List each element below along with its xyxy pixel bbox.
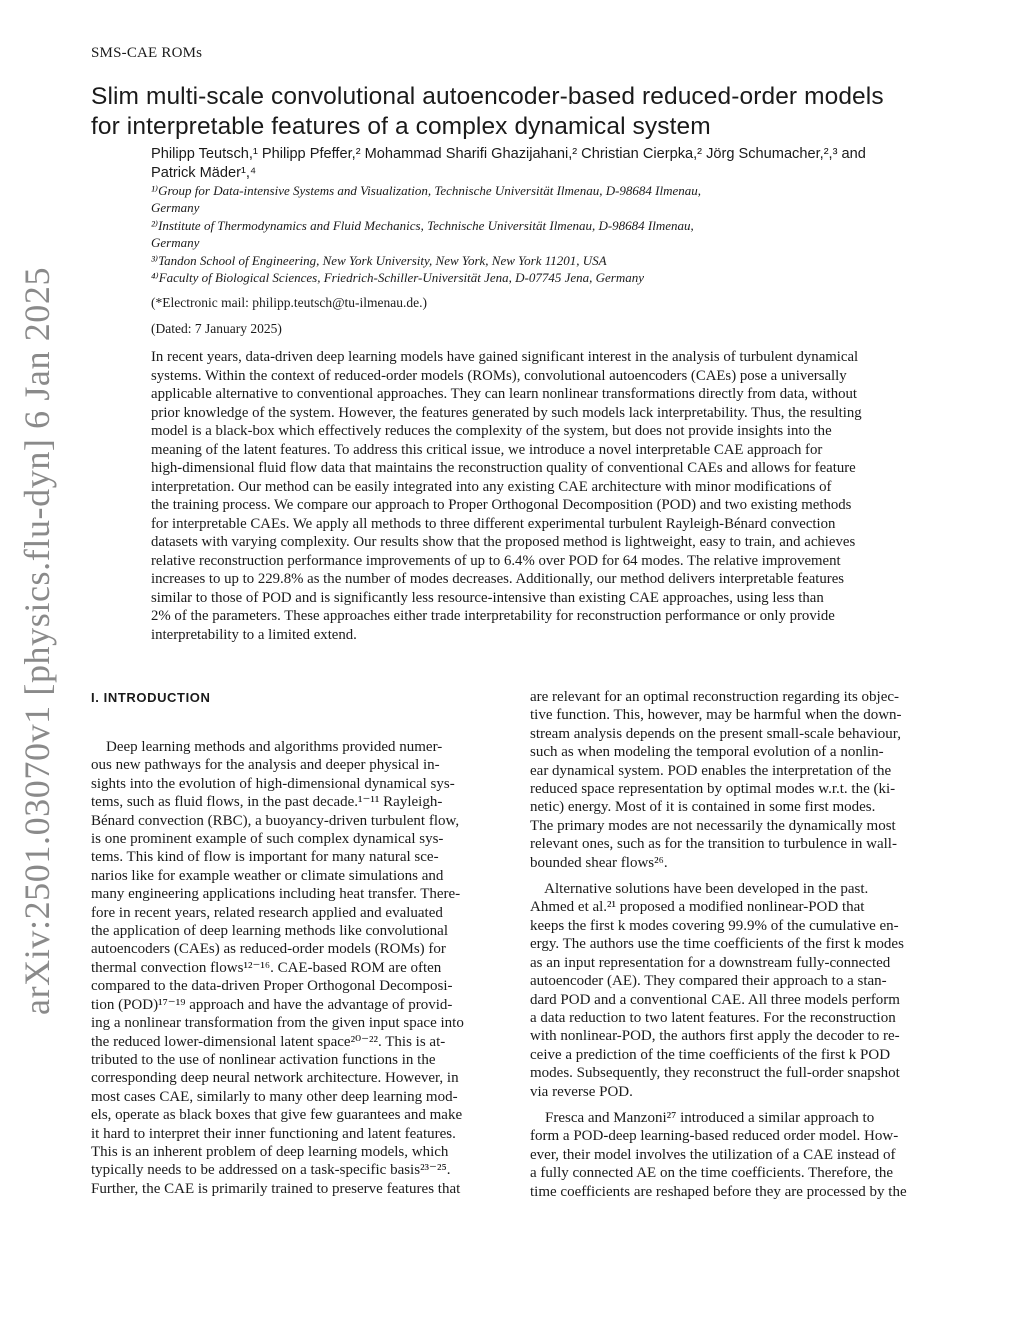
body-line: stream analysis depends on the present small-scale behaviour, (530, 725, 901, 742)
body-line: via reverse POD. (530, 1083, 633, 1100)
body-line: most cases CAE, similarly to many other deep learning mod- (91, 1088, 458, 1105)
body-line: thermal convection flows¹²⁻¹⁶. CAE-based ROM are often (91, 959, 442, 976)
abstract-line: interpretability to a limited extend. (151, 626, 357, 643)
arxiv-identifier-stamp[interactable]: arXiv:2501.03070v1 [physics.flu-dyn] 6 Jan 2025 (17, 266, 57, 1015)
body-line: are relevant for an optimal reconstruction regarding its objec- (530, 689, 900, 705)
body-line: The primary modes are not necessarily the dynamically most (530, 817, 896, 834)
body-line: tive function. This, however, may be harmful when the down- (530, 707, 902, 724)
body-line: ever, their model involves the utilization of a CAE instead of (530, 1146, 896, 1163)
body-line: as an input representation for a downstream fully-connected (530, 954, 891, 971)
body-line: ing a nonlinear transformation from the given input space into (91, 1015, 464, 1032)
date-line: (Dated: 7 January 2025) (151, 321, 282, 336)
body-line: reduced space representation by optimal modes w.r.t. the (ki- (530, 781, 896, 798)
abstract-line: similar to those of POD and is significantly less resource-intensive than existing CAE approaches, using less than (151, 589, 824, 606)
body-line: such as when modeling the temporal evolution of a nonlin- (530, 744, 884, 761)
body-line: els, operate as black boxes that give few guarantees and make (91, 1107, 463, 1124)
body-line: sights into the evolution of high-dimensional dynamical sys- (91, 775, 455, 792)
body-line: tributed to the use of nonlinear activation functions in the (91, 1051, 436, 1068)
body-line: tems. This kind of flow is important for many natural sce- (91, 849, 439, 866)
body-line: bounded shear flows²⁶. (530, 854, 668, 871)
body-line: autoencoder (AE). They compared their approach to a stan- (530, 973, 887, 990)
body-line: tems, such as fluid flows, in the past decade.¹⁻¹¹ Rayleigh- (91, 794, 443, 811)
body-line: time coefficients are reshaped before they are processed by the (530, 1183, 907, 1200)
section-heading-introduction: I. INTRODUCTION (91, 690, 211, 705)
affiliations (151, 182, 971, 286)
body-column-right (530, 688, 942, 1201)
body-line: tion (POD)¹⁷⁻¹⁹ approach and have the advantage of provid- (91, 996, 453, 1013)
body-line: ceive a prediction of the time coefficients of the first k POD (530, 1046, 891, 1063)
paragraph (530, 1109, 942, 1201)
title-line: for interpretable features of a complex dynamical system (91, 113, 711, 140)
body-line: Deep learning methods and algorithms provided numer- (91, 739, 443, 755)
body-line: compared to the data-driven Proper Orthogonal Decomposi- (91, 978, 453, 995)
body-line: relevant ones, such as for the transition to turbulence in wall- (530, 836, 897, 853)
paragraph (530, 880, 942, 1101)
abstract-line: applicable alternative to conventional approaches. They can learn nonlinear transformations directly from data, without (151, 386, 858, 402)
abstract-line: datasets with varying complexity. Our results show that the proposed method is lightweight, easy to train, and achieves (151, 534, 856, 550)
abstract-line: relative reconstruction performance improvements of up to 6.4% over POD for 64 modes. The relative improvement (151, 552, 841, 569)
running-head: SMS-CAE ROMs (91, 45, 203, 61)
body-line: autoencoders (CAEs) as reduced-order models (ROMs) for (91, 941, 446, 958)
title-line: Slim multi-scale convolutional autoencoder-based reduced-order models (91, 83, 884, 110)
paragraph (530, 688, 942, 872)
body-column-left (91, 738, 501, 1198)
body-line: Alternative solutions have been developed in the past. (530, 881, 869, 898)
body-line: modes. Subsequently, they reconstruct the full-order snapshot (530, 1065, 900, 1082)
body-line: This is an inherent problem of deep learning models, which (91, 1143, 449, 1160)
abstract-line: systems. Within the context of reduced-order models (ROMs), convolutional autoencoders (CAEs) pose a universally (151, 367, 847, 384)
body-line: narios like for example weather or climate simulations and (91, 867, 444, 884)
abstract-line: high-dimensional fluid flow data that maintains the reconstruction quality of conventional CAEs and allows for feature (151, 460, 856, 476)
abstract-line: 2% of the parameters. These approaches either trade interpretability for reconstruction performance or only provide (151, 608, 835, 624)
abstract-line: meaning of the latent features. To address this critical issue, we introduce a novel interpretable CAE approach for (151, 441, 823, 458)
affiliation-line: ³⁾Tandon School of Engineering, New York University, New York, New York 11201, USA (151, 252, 607, 268)
paper-title (91, 82, 951, 142)
body-line: the application of deep learning methods like convolutional (91, 923, 448, 940)
body-line: Fresca and Manzoni²⁷ introduced a similar approach to (530, 1109, 875, 1126)
body-line: keeps the first k modes covering 99.9% of the cumulative en- (530, 917, 899, 934)
body-line: netic) energy. Most of it is contained in some first modes. (530, 799, 876, 816)
body-line: ear dynamical system. POD enables the interpretation of the (530, 762, 892, 779)
body-line: ous new pathways for the analysis and deeper physical in- (91, 757, 440, 774)
author-line: Patrick Mäder¹,⁴ (151, 165, 257, 181)
affiliation-line: Germany (151, 200, 200, 216)
paragraph-gap (530, 1101, 942, 1109)
body-line: the reduced lower-dimensional latent space²⁰⁻²². This is at- (91, 1033, 446, 1050)
body-line: it hard to interpret their inner functioning and latent features. (91, 1125, 456, 1142)
body-line: ergy. The authors use the time coefficients of the first k modes (530, 936, 904, 953)
abstract-line: the training process. We compare our approach to Proper Orthogonal Decomposition (POD) and two existing methods (151, 497, 852, 513)
body-line: a fully connected AE on the time coefficients. Therefore, the (530, 1165, 894, 1182)
body-line: is one prominent example of such complex dynamical sys- (91, 831, 444, 848)
affiliation-line: ⁴⁾Faculty of Biological Sciences, Friedrich-Schiller-Universität Jena, D-07745 Jena, Germany (151, 270, 645, 286)
body-line: with nonlinear-POD, the authors first apply the decoder to re- (530, 1028, 900, 1045)
abstract-line: for interpretable CAEs. We apply all methods to three different experimental turbulent Rayleigh-Bénard convection (151, 515, 836, 532)
abstract-line: model is a black-box which effectively reduces the complexity of the system, but does not provide insights into the (151, 423, 832, 439)
body-line: dard POD and a conventional CAE. All three models perform (530, 991, 900, 1008)
abstract-line: interpretation. Our method can be easily integrated into any existing CAE architecture with minor modifications of (151, 478, 832, 495)
affiliation-line: Germany (151, 235, 200, 251)
author-list (151, 145, 971, 183)
body-line: many engineering applications including heat transfer. There- (91, 886, 461, 903)
author-line: Philipp Teutsch,¹ Philipp Pfeffer,² Mohammad Sharifi Ghazijahani,² Christian Cierpka,² Jörg Schumacher,²,³ and (151, 146, 866, 162)
abstract-line: increases to up to 229.8% as the number of modes decreases. Additionally, our method delivers interpretable features (151, 571, 845, 587)
body-line: corresponding deep neural network architecture. However, in (91, 1070, 459, 1087)
body-line: fore in recent years, related research applied and evaluated (91, 904, 443, 921)
affiliation-line: ²⁾Institute of Thermodynamics and Fluid Mechanics, Technische Universität Ilmenau, D-98684 Ilmenau, (151, 217, 694, 233)
paragraph-gap (530, 872, 942, 880)
body-line: Bénard convection (RBC), a buoyancy-driven turbulent flow, (91, 812, 460, 829)
body-line: Ahmed et al.²¹ proposed a modified nonlinear-POD that (530, 899, 865, 916)
body-line: a data reduction to two latent features. For the reconstruction (530, 1009, 896, 1026)
abstract (151, 348, 941, 644)
affiliation-line: ¹⁾Group for Data-intensive Systems and Visualization, Technische Universität Ilmenau, D-98684 Ilmenau, (151, 183, 702, 198)
corresponding-email: (*Electronic mail: philipp.teutsch@tu-ilmenau.de.) (151, 295, 427, 310)
abstract-line: prior knowledge of the system. However, the features generated by such models lack interpretability. Thus, the resulting (151, 404, 862, 421)
body-line: form a POD-deep learning-based reduced order model. How- (530, 1128, 899, 1145)
body-line: typically needs to be addressed on a task-specific basis²³⁻²⁵. (91, 1162, 451, 1179)
paragraph (91, 738, 501, 1198)
abstract-line: In recent years, data-driven deep learning models have gained significant interest in the analysis of turbulent dynamical (151, 349, 859, 365)
body-line: Further, the CAE is primarily trained to preserve features that (91, 1180, 461, 1197)
